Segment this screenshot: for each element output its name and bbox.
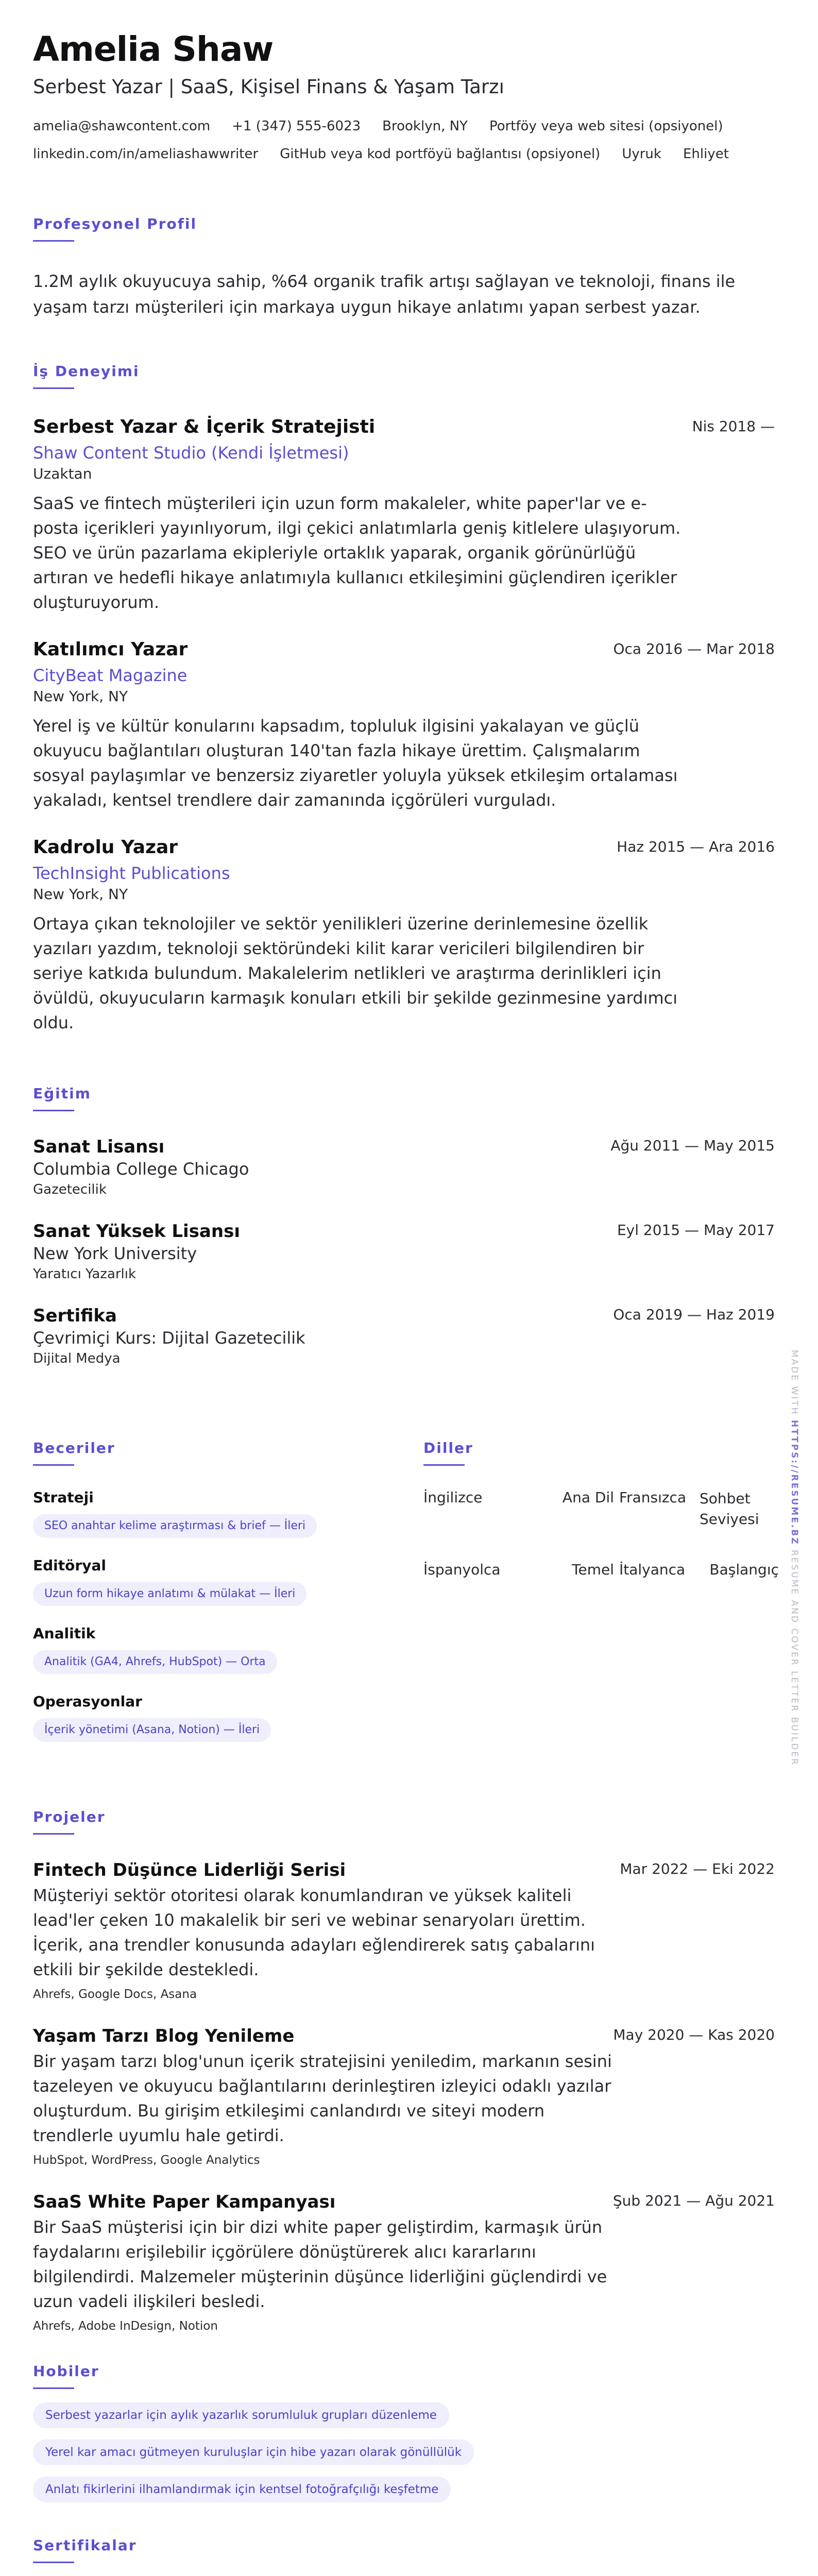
project-date: Mar 2022 — Eki 2022	[620, 1860, 775, 1877]
contact-location: Brooklyn, NY	[382, 118, 468, 134]
skill-pill: SEO anahtar kelime araştırması & brief — İleri	[33, 1514, 317, 1538]
section-rule	[33, 240, 74, 242]
hobby-pill: Anlatı fikirlerini ilhamlandırmak için kentsel fotoğrafçılığı keşfetme	[33, 2477, 451, 2502]
section-title: Beceriler	[33, 1439, 115, 1456]
section-rule	[33, 387, 74, 389]
profile-summary: 1.2M aylık okuyucuya sahip, %64 organik trafik artışı sağlayan ve teknoloji, finans ile yaşam tarzı müşterileri için markaya uygun hikaye anlatımı yapan serbest yazar.	[33, 272, 736, 317]
section-rule	[33, 1110, 74, 1111]
section-rule	[33, 1833, 74, 1835]
job-entry	[33, 836, 775, 1035]
certificates-section	[33, 2537, 775, 2576]
section-title: Eğitim	[33, 1085, 91, 1102]
projects-section	[33, 1808, 775, 2334]
skill-category	[33, 1624, 394, 1674]
language-level: Ana Dil	[562, 1489, 614, 1506]
contact-github[interactable]: GitHub veya kod portföyü bağlantısı (opsiyonel)	[280, 146, 601, 162]
contact-linkedin[interactable]: linkedin.com/in/ameliashawwriter	[33, 146, 259, 162]
job-description: Yerel iş ve kültür konularını kapsadım, topluluk ilgisini yakalayan ve güçlü okuyucu bağlantıları oluşturan 140'tan fazla hikaye ürettim. Çalışmalarım sosyal paylaşımlar ve benzersiz ziyaretler yoluyla yüksek etkileşim ortalaması yakaladı, kentsel trendlere dair zamanında içgörüleri vurguladı.	[33, 716, 678, 810]
job-date: Nis 2018 —	[692, 418, 775, 435]
project-date: May 2020 — Kas 2020	[613, 2026, 775, 2043]
section-rule	[33, 1464, 74, 1466]
project-tools: HubSpot, WordPress, Google Analytics	[33, 2154, 260, 2167]
project-title: Yaşam Tarzı Blog Yenileme	[33, 2026, 295, 2046]
profile-section	[33, 215, 775, 320]
section-rule	[33, 2562, 74, 2563]
job-description: SaaS ve fintech müşterileri için uzun form makaleler, white paper'lar ve e-posta içerikleri yayınlıyorum, ilgi çekici anlatımlarla geniş kitlelere ulaşıyorum. SEO ve ürün pazarlama ekipleriyle ortaklık yaparak, organik görünürlüğü artıran ve hedefli hikaye anlatımıyla kullanıcı etkileşimini güçlendiren içerikler oluşturuyorum.	[33, 494, 681, 612]
education-school: Columbia College Chicago	[33, 1159, 249, 1179]
hobby-pill: Yerel kar amacı gütmeyen kuruluşlar için hibe yazarı olarak gönüllülük	[33, 2439, 474, 2465]
job-entry	[33, 416, 775, 615]
job-company[interactable]: CityBeat Magazine	[33, 666, 188, 685]
project-entry	[33, 2191, 775, 2334]
education-field: Gazetecilik	[33, 1182, 107, 1197]
skill-category-name: Operasyonlar	[33, 1693, 142, 1710]
education-school: New York University	[33, 1244, 197, 1263]
contact-list	[33, 117, 754, 163]
language-level: Başlangıç	[709, 1561, 779, 1578]
project-tools: Ahrefs, Google Docs, Asana	[33, 1988, 197, 2001]
education-school: Çevrimiçi Kurs: Dijital Gazetecilik	[33, 1328, 305, 1348]
candidate-subtitle: Serbest Yazar | SaaS, Kişisel Finans & Yaşam Tarzı	[33, 76, 504, 98]
education-date: Ağu 2011 — May 2015	[610, 1137, 775, 1154]
skill-category-name: Editöryal	[33, 1557, 106, 1574]
education-field: Yaratıcı Yazarlık	[33, 1266, 137, 1282]
education-section	[33, 1085, 775, 1368]
made-with-watermark	[789, 1350, 799, 1766]
section-rule	[33, 2387, 74, 2389]
contact-portfolio[interactable]: Portföy veya web sitesi (opsiyonel)	[489, 118, 723, 134]
education-field: Dijital Medya	[33, 1351, 121, 1366]
project-description: Bir yaşam tarzı blog'unun içerik stratejisini yeniledim, markanın sesini tazeleyen ve okuyucu bağlantılarını derinleştiren izleyici odaklı yazılar oluşturdum. Bu girişim etkileşimi canlandırdı ve siteyi modern trendlerle uyumlu hale getirdi.	[33, 2052, 612, 2145]
section-title: Hobiler	[33, 2363, 99, 2380]
project-title: SaaS White Paper Kampanyası	[33, 2192, 336, 2212]
language-level: Temel	[572, 1561, 614, 1578]
skill-category	[33, 1556, 394, 1606]
education-entry	[33, 1305, 775, 1368]
language-grid	[423, 1488, 784, 1579]
education-date: Eyl 2015 — May 2017	[617, 1222, 775, 1239]
skill-pill: İçerik yönetimi (Asana, Notion) — İleri	[33, 1718, 271, 1742]
job-date: Haz 2015 — Ara 2016	[617, 838, 775, 855]
job-entry	[33, 638, 775, 812]
candidate-name: Amelia Shaw	[33, 29, 274, 69]
language-name: İtalyanca	[619, 1561, 686, 1578]
education-degree: Sanat Lisansı	[33, 1137, 165, 1157]
section-title: İş Deneyimi	[33, 363, 140, 380]
project-description: Bir SaaS müşterisi için bir dizi white paper geliştirdim, karmaşık ürün faydalarını erişilebilir içgörülere dönüştürerek alıcı kararlarını bilgilendirdi. Malzemeler müşterinin düşünce liderliğini güçlendirdi ve uzun vadeli ilişkileri besledi.	[33, 2217, 607, 2311]
contact-license: Ehliyet	[683, 146, 729, 162]
section-title: Projeler	[33, 1808, 106, 1825]
language-name: Fransızca	[619, 1489, 687, 1506]
hobby-list	[33, 2402, 775, 2502]
job-company[interactable]: TechInsight Publications	[33, 863, 230, 883]
skill-category-name: Analitik	[33, 1625, 96, 1642]
hobbies-section	[33, 2363, 775, 2502]
education-entry	[33, 1136, 775, 1199]
watermark-link[interactable]: HTTPS://RESUME.BZ	[789, 1419, 799, 1546]
language-level: Sohbet Seviyesi	[700, 1490, 759, 1528]
resume-header	[33, 29, 775, 163]
project-description: Müşteriyi sektör otoritesi olarak konumlandıran ve yüksek kaliteli lead'ler çeken 10 makalelik bir seri ve webinar senaryoları ürettim. İçerik, ana trendler konusunda adayları eğlendirerek satış çabalarını etkili bir şekilde destekledi.	[33, 1886, 595, 1979]
watermark-suffix: RESUME AND COVER LETTER BUILDER	[789, 1550, 799, 1766]
skill-category	[33, 1488, 394, 1538]
project-date: Şub 2021 — Ağu 2021	[612, 2192, 775, 2209]
job-title: Serbest Yazar & İçerik Stratejisti	[33, 416, 376, 437]
project-entry	[33, 1859, 775, 2003]
contact-phone[interactable]: +1 (347) 555-6023	[232, 118, 361, 134]
contact-nationality: Uyruk	[622, 146, 661, 162]
section-title: Profesyonel Profil	[33, 215, 197, 232]
project-tools: Ahrefs, Adobe InDesign, Notion	[33, 2319, 218, 2333]
section-rule	[423, 1464, 465, 1466]
experience-section	[33, 363, 775, 1035]
job-location: Uzaktan	[33, 465, 92, 482]
project-title: Fintech Düşünce Liderliği Serisi	[33, 1860, 346, 1880]
section-title: Diller	[423, 1439, 473, 1456]
education-degree: Sanat Yüksek Lisansı	[33, 1221, 240, 1242]
languages-section	[423, 1439, 784, 1579]
section-title: Sertifikalar	[33, 2537, 137, 2554]
job-title: Kadrolu Yazar	[33, 837, 178, 858]
job-company[interactable]: Shaw Content Studio (Kendi İşletmesi)	[33, 443, 349, 463]
education-entry	[33, 1221, 775, 1283]
project-entry	[33, 2025, 775, 2168]
contact-email[interactable]: amelia@shawcontent.com	[33, 118, 211, 134]
skill-pill: Uzun form hikaye anlatımı & mülakat — İleri	[33, 1582, 306, 1606]
job-title: Katılımcı Yazar	[33, 639, 188, 660]
job-location: New York, NY	[33, 886, 128, 903]
skill-category-name: Strateji	[33, 1489, 94, 1506]
job-location: New York, NY	[33, 688, 128, 705]
skill-pill: Analitik (GA4, Ahrefs, HubSpot) — Orta	[33, 1650, 277, 1674]
job-description: Ortaya çıkan teknolojiler ve sektör yenilikleri üzerine derinlemesine özellik yazıları yazdım, teknoloji sektöründeki kilit karar vericileri bilgilendiren bir seriye katkıda bulundum. Makalelerim netlikleri ve araştırma derinlikleri için övüldü, okuyucuların karmaşık konuları etkili bir şekilde gezinmesine yardımcı oldu.	[33, 914, 678, 1032]
watermark-prefix: MADE WITH	[789, 1350, 799, 1416]
hobby-pill: Serbest yazarlar için aylık yazarlık sorumluluk grupları düzenleme	[33, 2402, 449, 2428]
education-degree: Sertifika	[33, 1306, 117, 1326]
skill-category	[33, 1692, 394, 1742]
skills-section	[33, 1439, 394, 1742]
language-name: İspanyolca	[423, 1561, 501, 1578]
job-date: Oca 2016 — Mar 2018	[613, 640, 775, 657]
language-name: İngilizce	[423, 1489, 483, 1506]
education-date: Oca 2019 — Haz 2019	[613, 1306, 775, 1323]
